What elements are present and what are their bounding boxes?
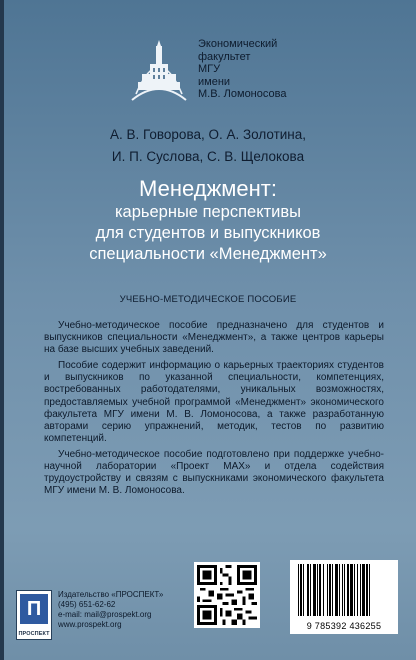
annotation-paragraph: Учебно-методическое пособие подготовлено при поддержке учебно-научной лаборатории «Проект MAX» и отдела содействия трудоустройству и связям с выпускниками экономического факультета МГУ имени М. В. Ломоносова.: [44, 448, 384, 497]
barcode-icon: [290, 560, 398, 620]
prospekt-logo: [16, 590, 52, 640]
annotation-paragraph: Пособие содержит информацию о карьерных траекториях студентов и выпускников по указанной специальности, компетенциях, востребованных работодателями, уникальных возможностях, предоставляемых учебной программой «Менеджмент» экономического факультета МГУ имени М. В. Ломоносова, а также разработанную авторами серию упражнений, методик, тестов по развитию компетенций.: [44, 360, 384, 444]
annotation-paragraph: Учебно-методическое пособие предназначено для студентов и выпускников специальности «Менеджмент», а также центров карьеры на базе высших учебных заведений.: [44, 320, 384, 356]
isbn-barcode: [290, 560, 398, 634]
title-subtitle-line: карьерные перспективы: [114, 203, 302, 221]
faculty-line: имени: [198, 75, 231, 88]
title-subtitle-line: специальности «Менеджмент»: [89, 245, 327, 263]
msu-building-icon: [128, 38, 190, 106]
faculty-line: МГУ: [198, 63, 221, 75]
publisher-info: [58, 590, 163, 630]
spine-edge: [0, 0, 4, 660]
prospekt-logo-caption: ПРОСПЕКТ: [18, 631, 50, 637]
publisher-name: Издательство «ПРОСПЕКТ»: [58, 590, 164, 599]
publisher-email: e-mail: mail@prospekt.org: [58, 610, 152, 619]
authors-line: А. В. Говорова, О. А. Золотина,: [109, 127, 307, 142]
publisher-phone: (495) 651-62-62: [58, 600, 116, 609]
faculty-logo: [128, 38, 286, 106]
isbn-number: 9 785392 436255: [306, 621, 382, 631]
book-type: УЧЕБНО-МЕТОДИЧЕСКОЕ ПОСОБИЕ: [119, 294, 297, 305]
qr-code-icon: [194, 562, 260, 628]
faculty-name: [198, 38, 286, 101]
authors-line: И. П. Суслова, С. В. Щелокова: [111, 149, 305, 164]
title-subtitle-line: для студентов и выпускников: [95, 224, 321, 242]
faculty-line: факультет: [198, 50, 251, 63]
annotation: [44, 320, 384, 501]
book-title: [0, 176, 416, 265]
prospekt-logo-letter: П: [26, 598, 42, 620]
faculty-line: М.В. Ломоносова: [198, 88, 287, 100]
publisher-block: [16, 590, 163, 640]
publisher-website: www.prospekt.org: [58, 620, 122, 629]
authors: [0, 124, 416, 168]
faculty-line: Экономический: [198, 38, 278, 50]
title-main: Менеджмент:: [139, 176, 277, 201]
